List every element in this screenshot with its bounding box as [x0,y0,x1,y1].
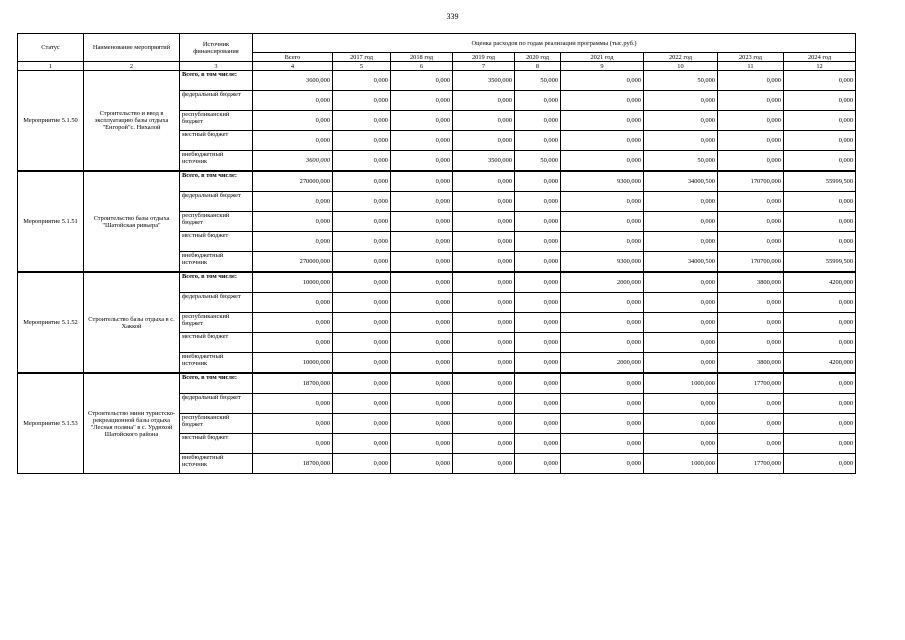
funding-source: внебюджетный источник [180,353,253,374]
amount-cell: 0,000 [453,414,515,434]
column-index: 8 [515,62,561,71]
amount-cell: 0,000 [391,192,453,212]
activity-status: Мероприятие 5.1.51 [18,171,84,272]
amount-cell: 0,000 [391,171,453,192]
amount-cell: 0,000 [333,333,391,353]
amount-cell: 0,000 [253,394,333,414]
amount-cell: 0,000 [784,131,856,151]
amount-cell: 0,000 [784,91,856,111]
amount-cell: 0,000 [253,232,333,252]
amount-cell: 0,000 [515,454,561,474]
amount-cell: 0,000 [391,394,453,414]
column-index: 3 [180,62,253,71]
table-row [18,171,856,192]
amount-cell: 0,000 [333,272,391,293]
funding-source: местный бюджет [180,131,253,151]
amount-cell: 0,000 [391,293,453,313]
amount-cell: 0,000 [644,91,718,111]
amount-cell: 0,000 [561,111,644,131]
amount-cell: 0,000 [784,454,856,474]
funding-source: федеральный бюджет [180,293,253,313]
amount-cell: 0,000 [391,434,453,454]
amount-cell: 0,000 [333,232,391,252]
amount-cell: 0,000 [784,414,856,434]
amount-cell: 0,000 [718,151,784,172]
amount-cell: 270000,000 [253,252,333,273]
amount-cell: 3500,000 [453,71,515,91]
amount-cell: 0,000 [515,434,561,454]
amount-cell: 0,000 [515,131,561,151]
header-year: 2017 год [333,53,391,62]
amount-cell: 0,000 [333,252,391,273]
amount-cell: 0,000 [453,91,515,111]
amount-cell: 0,000 [784,394,856,414]
amount-cell: 0,000 [718,434,784,454]
header-year: Всего [253,53,333,62]
amount-cell: 0,000 [784,373,856,394]
header-year: 2021 год [561,53,644,62]
amount-cell: 0,000 [515,171,561,192]
amount-cell: 0,000 [644,212,718,232]
amount-cell: 0,000 [784,333,856,353]
amount-cell: 0,000 [561,71,644,91]
amount-cell: 0,000 [391,373,453,394]
header-year: 2024 год [784,53,856,62]
amount-cell: 0,000 [718,232,784,252]
amount-cell: 0,000 [718,333,784,353]
amount-cell: 0,000 [644,111,718,131]
amount-cell: 0,000 [515,313,561,333]
column-index: 10 [644,62,718,71]
amount-cell: 0,000 [515,212,561,232]
amount-cell: 0,000 [718,131,784,151]
amount-cell: 0,000 [453,272,515,293]
amount-cell: 0,000 [515,192,561,212]
column-index: 9 [561,62,644,71]
amount-cell: 0,000 [391,232,453,252]
amount-cell: 3800,000 [718,272,784,293]
amount-cell: 0,000 [453,333,515,353]
amount-cell: 0,000 [644,414,718,434]
amount-cell: 0,000 [391,353,453,374]
amount-cell: 0,000 [333,313,391,333]
amount-cell: 50,000 [515,71,561,91]
amount-cell: 0,000 [515,272,561,293]
column-index: 6 [391,62,453,71]
amount-cell: 0,000 [561,394,644,414]
amount-cell: 0,000 [644,434,718,454]
expenditure-table [17,33,856,474]
amount-cell: 0,000 [561,131,644,151]
amount-cell: 0,000 [253,91,333,111]
amount-cell: 0,000 [453,111,515,131]
amount-cell: 0,000 [391,151,453,172]
amount-cell: 4200,000 [784,272,856,293]
amount-cell: 0,000 [453,252,515,273]
amount-cell: 3600,000 [253,71,333,91]
amount-cell: 55999,500 [784,252,856,273]
amount-cell: 10000,000 [253,353,333,374]
amount-cell: 0,000 [453,373,515,394]
amount-cell: 0,000 [333,192,391,212]
amount-cell: 0,000 [784,212,856,232]
amount-cell: 3500,000 [453,151,515,172]
amount-cell: 0,000 [644,333,718,353]
header-year: 2023 год [718,53,784,62]
amount-cell: 0,000 [453,212,515,232]
amount-cell: 0,000 [718,414,784,434]
activity-status: Мероприятие 5.1.52 [18,272,84,373]
amount-cell: 0,000 [718,212,784,232]
amount-cell: 0,000 [253,212,333,232]
amount-cell: 17700,000 [718,454,784,474]
amount-cell: 0,000 [391,131,453,151]
amount-cell: 0,000 [333,373,391,394]
amount-cell: 34000,500 [644,171,718,192]
amount-cell: 0,000 [391,333,453,353]
amount-cell: 0,000 [253,434,333,454]
header-name: Наименование мероприятий [84,34,180,62]
table-row [18,272,856,293]
amount-cell: 0,000 [644,192,718,212]
amount-cell: 0,000 [333,394,391,414]
funding-source: местный бюджет [180,333,253,353]
amount-cell: 0,000 [453,454,515,474]
amount-cell: 0,000 [718,313,784,333]
funding-source: федеральный бюджет [180,192,253,212]
column-index: 11 [718,62,784,71]
amount-cell: 270000,000 [253,171,333,192]
funding-source: Всего, в том числе: [180,373,253,394]
amount-cell: 0,000 [718,111,784,131]
amount-cell: 0,000 [718,394,784,414]
amount-cell: 34000,500 [644,252,718,273]
amount-cell: 0,000 [453,313,515,333]
activity-name: Строительство базы отдыха "Шатойская ривьера" [84,171,180,272]
amount-cell: 0,000 [515,353,561,374]
amount-cell: 0,000 [561,313,644,333]
table-row [18,71,856,91]
amount-cell: 17700,000 [718,373,784,394]
activity-name: Строительство базы отдыха в с. Хаккой [84,272,180,373]
amount-cell: 1000,000 [644,454,718,474]
header-status: Статус [18,34,84,62]
activity-name: Строительство мини туристско-рекреационной базы отдыха "Лесная поляна" в с. Урдюхой Шатойского района [84,373,180,474]
amount-cell: 170700,000 [718,171,784,192]
amount-cell: 0,000 [333,293,391,313]
amount-cell: 0,000 [253,192,333,212]
amount-cell: 0,000 [391,313,453,333]
amount-cell: 0,000 [333,131,391,151]
amount-cell: 0,000 [391,272,453,293]
amount-cell: 0,000 [644,232,718,252]
amount-cell: 0,000 [561,434,644,454]
amount-cell: 2000,000 [561,353,644,374]
funding-source: республиканский бюджет [180,111,253,131]
amount-cell: 0,000 [453,171,515,192]
funding-source: внебюджетный источник [180,252,253,273]
amount-cell: 0,000 [333,91,391,111]
amount-cell: 0,000 [718,192,784,212]
amount-cell: 0,000 [718,293,784,313]
amount-cell: 0,000 [333,212,391,232]
amount-cell: 0,000 [333,151,391,172]
page-number: 339 [446,12,459,21]
amount-cell: 0,000 [515,394,561,414]
column-index: 5 [333,62,391,71]
funding-source: федеральный бюджет [180,394,253,414]
amount-cell: 55999,500 [784,171,856,192]
funding-source: Всего, в том числе: [180,272,253,293]
amount-cell: 0,000 [561,454,644,474]
amount-cell: 50,000 [644,151,718,172]
amount-cell: 50,000 [515,151,561,172]
amount-cell: 0,000 [333,434,391,454]
amount-cell: 3600,000 [253,151,333,172]
funding-source: республиканский бюджет [180,313,253,333]
amount-cell: 0,000 [561,151,644,172]
amount-cell: 0,000 [515,333,561,353]
column-index: 4 [253,62,333,71]
header-year: 2020 год [515,53,561,62]
amount-cell: 0,000 [515,111,561,131]
amount-cell: 0,000 [391,91,453,111]
amount-cell: 0,000 [253,313,333,333]
column-index: 7 [453,62,515,71]
amount-cell: 9300,000 [561,171,644,192]
funding-source: внебюджетный источник [180,151,253,172]
amount-cell: 0,000 [784,192,856,212]
amount-cell: 0,000 [253,111,333,131]
amount-cell: 0,000 [784,71,856,91]
amount-cell: 0,000 [391,252,453,273]
amount-cell: 0,000 [333,353,391,374]
amount-cell: 0,000 [453,394,515,414]
header-year: 2019 год [453,53,515,62]
amount-cell: 0,000 [561,373,644,394]
amount-cell: 0,000 [515,91,561,111]
amount-cell: 0,000 [515,232,561,252]
amount-cell: 0,000 [784,434,856,454]
funding-source: республиканский бюджет [180,414,253,434]
amount-cell: 1000,000 [644,373,718,394]
funding-source: федеральный бюджет [180,91,253,111]
amount-cell: 18700,000 [253,454,333,474]
funding-source: местный бюджет [180,434,253,454]
amount-cell: 0,000 [784,293,856,313]
funding-source: местный бюджет [180,232,253,252]
header-estimate: Оценка расходов по годам реализации программы (тыс.руб.) [253,34,856,53]
amount-cell: 0,000 [561,91,644,111]
amount-cell: 0,000 [784,111,856,131]
amount-cell: 0,000 [453,131,515,151]
amount-cell: 0,000 [453,353,515,374]
amount-cell: 0,000 [644,353,718,374]
amount-cell: 0,000 [561,293,644,313]
amount-cell: 0,000 [333,454,391,474]
amount-cell: 0,000 [453,293,515,313]
amount-cell: 0,000 [644,272,718,293]
amount-cell: 2000,000 [561,272,644,293]
activity-status: Мероприятие 5.1.53 [18,373,84,474]
amount-cell: 0,000 [253,293,333,313]
amount-cell: 0,000 [784,313,856,333]
header-year: 2018 год [391,53,453,62]
amount-cell: 0,000 [333,71,391,91]
amount-cell: 18700,000 [253,373,333,394]
amount-cell: 50,000 [644,71,718,91]
amount-cell: 0,000 [333,414,391,434]
amount-cell: 0,000 [784,232,856,252]
amount-cell: 10000,000 [253,272,333,293]
amount-cell: 0,000 [644,131,718,151]
funding-source: Всего, в том числе: [180,171,253,192]
amount-cell: 0,000 [644,293,718,313]
amount-cell: 0,000 [784,151,856,172]
amount-cell: 0,000 [391,111,453,131]
amount-cell: 0,000 [561,232,644,252]
amount-cell: 0,000 [718,91,784,111]
column-index: 12 [784,62,856,71]
amount-cell: 0,000 [515,252,561,273]
amount-cell: 3800,000 [718,353,784,374]
column-index: 1 [18,62,84,71]
amount-cell: 0,000 [561,414,644,434]
activity-status: Мероприятие 5.1.50 [18,71,84,172]
amount-cell: 170700,000 [718,252,784,273]
amount-cell: 4200,000 [784,353,856,374]
amount-cell: 0,000 [253,333,333,353]
header-source: Источник финансирования [180,34,253,62]
header-year: 2022 год [644,53,718,62]
amount-cell: 0,000 [333,111,391,131]
amount-cell: 0,000 [391,212,453,232]
amount-cell: 0,000 [253,131,333,151]
amount-cell: 0,000 [515,373,561,394]
amount-cell: 0,000 [515,293,561,313]
amount-cell: 0,000 [391,71,453,91]
amount-cell: 0,000 [253,414,333,434]
funding-source: Всего, в том числе: [180,71,253,91]
amount-cell: 0,000 [515,414,561,434]
amount-cell: 0,000 [453,232,515,252]
amount-cell: 0,000 [391,454,453,474]
amount-cell: 0,000 [561,333,644,353]
amount-cell: 0,000 [644,394,718,414]
activity-name: Строительство и ввод в эксплуатацию базы отдыха "Енгорой"с. Нихалой [84,71,180,172]
amount-cell: 0,000 [333,171,391,192]
amount-cell: 9300,000 [561,252,644,273]
column-index: 2 [84,62,180,71]
table-row [18,373,856,394]
amount-cell: 0,000 [718,71,784,91]
amount-cell: 0,000 [391,414,453,434]
amount-cell: 0,000 [644,313,718,333]
amount-cell: 0,000 [561,212,644,232]
funding-source: внебюджетный источник [180,454,253,474]
funding-source: республиканский бюджет [180,212,253,232]
amount-cell: 0,000 [561,192,644,212]
amount-cell: 0,000 [453,434,515,454]
amount-cell: 0,000 [453,192,515,212]
